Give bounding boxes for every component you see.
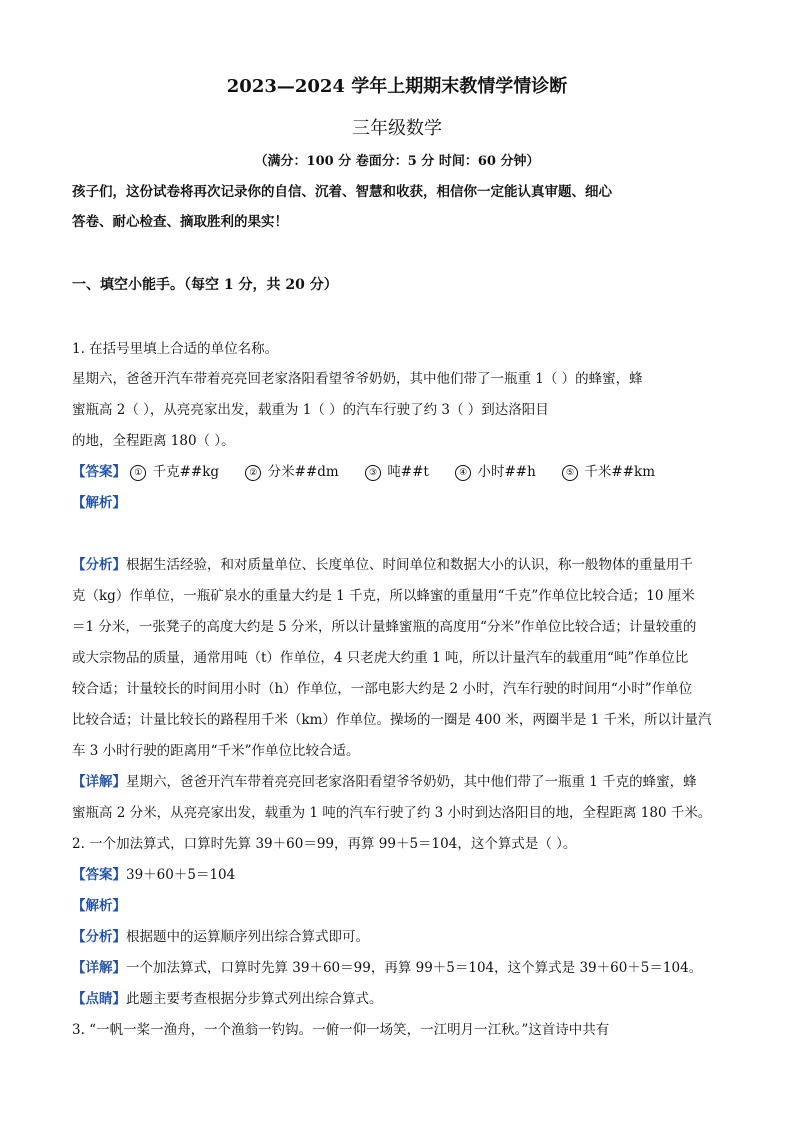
q1-analysis-line bbox=[72, 555, 732, 575]
q1-body-line: 蜜瓶高 2（ ），从亮亮家出发，载重为 1（ ）的汽车行驶了约 3（ ）到达洛阳目 bbox=[72, 402, 549, 418]
analysis-text: 根据生活经验，和对质量单位、长度单位、时间单位和数据大小的认识，称一般物体的重量用千 bbox=[126, 557, 693, 573]
answer-item bbox=[562, 462, 655, 482]
answer-tag: 【答案】 bbox=[72, 867, 126, 883]
answer-text: 千米##km bbox=[584, 464, 655, 480]
q1-analysis-line: ＝1 分米，一张凳子的高度大约是 5 分米，所以计量蜂蜜瓶的高度用“分米”作单位比较合适；计量较重的 bbox=[72, 619, 697, 635]
q3-stem: 3. “一帆一桨一渔舟，一个渔翁一钓钩。一俯一仰一场笑，一江明月一江秋。”这首诗中共有 bbox=[72, 1022, 610, 1038]
circled-number: ③ bbox=[365, 465, 381, 481]
analysis-text: 根据题中的运算顺序列出综合算式即可。 bbox=[126, 929, 369, 945]
intro-line-1: 孩子们，这份试卷将再次记录你的自信、沉着、智慧和收获，相信你一定能认真审题、细心 bbox=[72, 184, 612, 200]
jiexi-tag: 【解析】 bbox=[72, 495, 126, 511]
q1-detail-line bbox=[72, 772, 732, 792]
exam-subtitle: 三年级数学 bbox=[352, 118, 442, 139]
q1-jiexi bbox=[72, 493, 732, 513]
q1-detail-line: 蜜瓶高 2 分米，从亮亮家出发，载重为 1 吨的汽车行驶了约 3 小时到达洛阳目的地，全程距离 180 千米。 bbox=[72, 805, 712, 821]
answer-text: 39＋60＋5＝104 bbox=[126, 867, 236, 883]
comment-text: 此题主要考查根据分步算式列出综合算式。 bbox=[126, 991, 383, 1007]
q2-answer-row bbox=[72, 865, 732, 885]
q2-comment bbox=[72, 989, 732, 1009]
answer-item bbox=[245, 462, 338, 482]
detail-text: 星期六，爸爸开汽车带着亮亮回老家洛阳看望爷爷奶奶，其中他们带了一瓶重 1 千克的蜂蜜，蜂 bbox=[126, 774, 697, 790]
answer-item bbox=[455, 462, 536, 482]
q2-jiexi bbox=[72, 896, 732, 916]
jiexi-tag: 【解析】 bbox=[72, 898, 126, 914]
q1-answer-row bbox=[72, 462, 732, 482]
detail-tag: 【详解】 bbox=[72, 774, 126, 790]
q2-detail bbox=[72, 958, 732, 978]
exam-meta: （满分：100 分 卷面分：5 分 时间：60 分钟） bbox=[254, 154, 540, 169]
answer-text: 小时##h bbox=[477, 464, 536, 480]
analysis-tag: 【分析】 bbox=[72, 929, 126, 945]
q1-stem: 1. 在括号里填上合适的单位名称。 bbox=[72, 341, 279, 357]
q1-analysis-line: 克（kg）作单位，一瓶矿泉水的重量大约是 1 千克，所以蜂蜜的重量用“千克”作单位比较合适；10 厘米 bbox=[72, 588, 695, 604]
circled-number: ① bbox=[130, 465, 146, 481]
answer-item bbox=[130, 462, 219, 482]
analysis-tag: 【分析】 bbox=[72, 557, 126, 573]
circled-number: ⑤ bbox=[562, 465, 578, 481]
intro-line-2: 答卷、耐心检查、摘取胜利的果实！ bbox=[72, 214, 288, 230]
answer-text: 分米##dm bbox=[267, 464, 339, 480]
answer-tag: 【答案】 bbox=[72, 464, 126, 480]
q2-stem: 2. 一个加法算式，口算时先算 39＋60＝99，再算 99＋5＝104，这个算式是（ ）。 bbox=[72, 836, 577, 852]
comment-tag: 【点睛】 bbox=[72, 991, 126, 1007]
answer-item bbox=[365, 462, 429, 482]
q1-analysis-line: 或大宗物品的质量，通常用吨（t）作单位，4 只老虎大约重 1 吨，所以计量汽车的载重用“吨”作单位比 bbox=[72, 650, 689, 666]
q2-analysis bbox=[72, 927, 732, 947]
q1-analysis-line: 车 3 小时行驶的距离用“千米”作单位比较合适。 bbox=[72, 743, 360, 759]
detail-text: 一个加法算式，口算时先算 39＋60＝99，再算 99＋5＝104，这个算式是 39＋60＋5＝104。 bbox=[126, 960, 703, 976]
q1-body-line: 的地，全程距离 180（ ）。 bbox=[72, 433, 235, 449]
answer-text: 吨##t bbox=[387, 464, 429, 480]
answer-text: 千克##kg bbox=[152, 464, 220, 480]
q1-body-line: 星期六，爸爸开汽车带着亮亮回老家洛阳看望爷爷奶奶，其中他们带了一瓶重 1（ ）的蜂蜜，蜂 bbox=[72, 371, 643, 387]
q1-analysis-line: 较合适；计量较长的时间用小时（h）作单位，一部电影大约是 2 小时，汽车行驶的时间用“小时”作单位 bbox=[72, 681, 693, 697]
circled-number: ② bbox=[245, 465, 261, 481]
detail-tag: 【详解】 bbox=[72, 960, 126, 976]
exam-title: 2023—2024 学年上期期末教情学情诊断 bbox=[226, 76, 568, 97]
circled-number: ④ bbox=[455, 465, 471, 481]
section-heading: 一、填空小能手。（每空 1 分，共 20 分） bbox=[72, 277, 338, 293]
q1-analysis-line: 比较合适；计量比较长的路程用千米（km）作单位。操场的一圈是 400 米，两圈半是 1 千米，所以计量汽 bbox=[72, 712, 712, 728]
